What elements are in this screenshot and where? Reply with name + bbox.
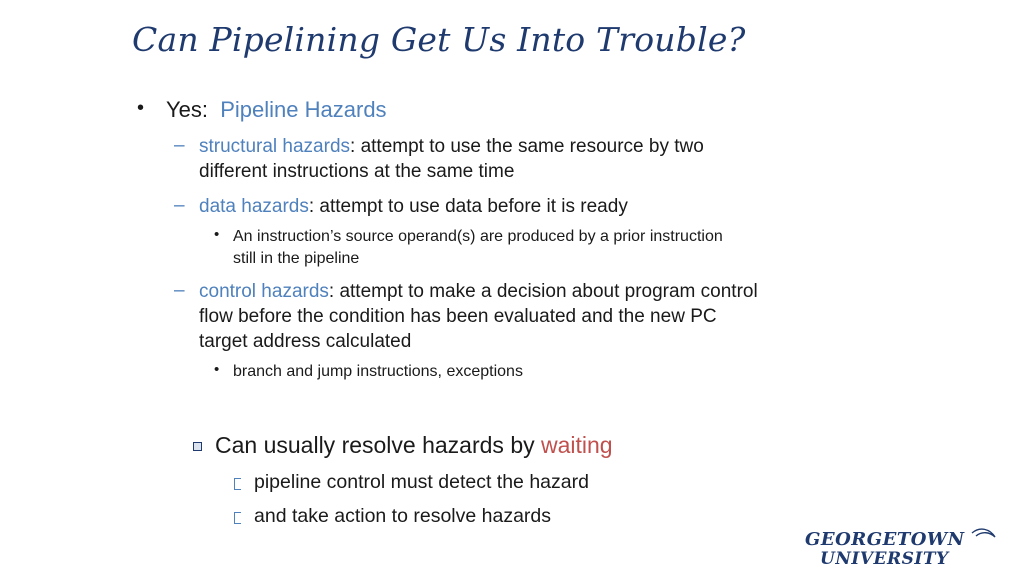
dash-marker: –: [174, 135, 185, 156]
yes-label: Yes:: [166, 97, 209, 122]
resolve-point-2: and take action to resolve hazards: [254, 505, 552, 527]
control-hazards-sub-1: branch and jump instructions, exceptions: [233, 363, 523, 380]
bracket-bullet-icon: [234, 478, 241, 490]
control-hazards-line-2: flow before the condition has been evaluated and the new PC: [199, 306, 717, 327]
structural-hazards-line-1: [199, 134, 704, 159]
control-hazards-line-3: target address calculated: [199, 331, 412, 352]
data-hazards-term: data hazards: [199, 196, 309, 217]
sub-bullet-dot: •: [214, 226, 220, 243]
dash-marker: –: [174, 195, 185, 216]
bullet-dot: •: [137, 97, 145, 119]
yes-topic: Pipeline Hazards: [220, 97, 387, 122]
structural-hazards-term: structural hazards: [199, 136, 351, 157]
structural-hazards-text: : attempt to use the same resource by two: [350, 136, 704, 157]
sub-bullet-dot: •: [214, 361, 220, 378]
control-hazards-term: control hazards: [199, 281, 329, 302]
control-hazards-text: : attempt to make a decision about program control: [328, 281, 758, 302]
bracket-bullet-icon: [234, 512, 241, 524]
control-hazards-line-1: [199, 279, 758, 304]
logo-line-1: GEORGETOWN: [805, 529, 965, 550]
resolve-text: Can usually resolve hazards by: [215, 432, 535, 458]
slide-title: Can Pipelining Get Us Into Trouble?: [132, 20, 746, 59]
georgetown-university-logo: [804, 527, 998, 567]
data-hazards-line-1: [199, 194, 628, 219]
data-hazards-sub-2: still in the pipeline: [233, 250, 360, 267]
data-hazards-text: : attempt to use data before it is ready: [308, 196, 628, 217]
checkbox-bullet-icon: [193, 442, 202, 451]
logo-line-2: UNIVERSITY: [820, 549, 949, 567]
resolve-emphasis: waiting: [541, 432, 613, 458]
yes-line: [166, 97, 387, 123]
resolve-line: [215, 432, 613, 459]
resolve-point-1: pipeline control must detect the hazard: [254, 471, 589, 493]
dash-marker: –: [174, 280, 185, 301]
structural-hazards-line-2: different instructions at the same time: [199, 161, 515, 182]
data-hazards-sub-1: An instruction’s source operand(s) are produced by a prior instruction: [233, 228, 723, 245]
logo-swash-icon: [972, 529, 995, 537]
